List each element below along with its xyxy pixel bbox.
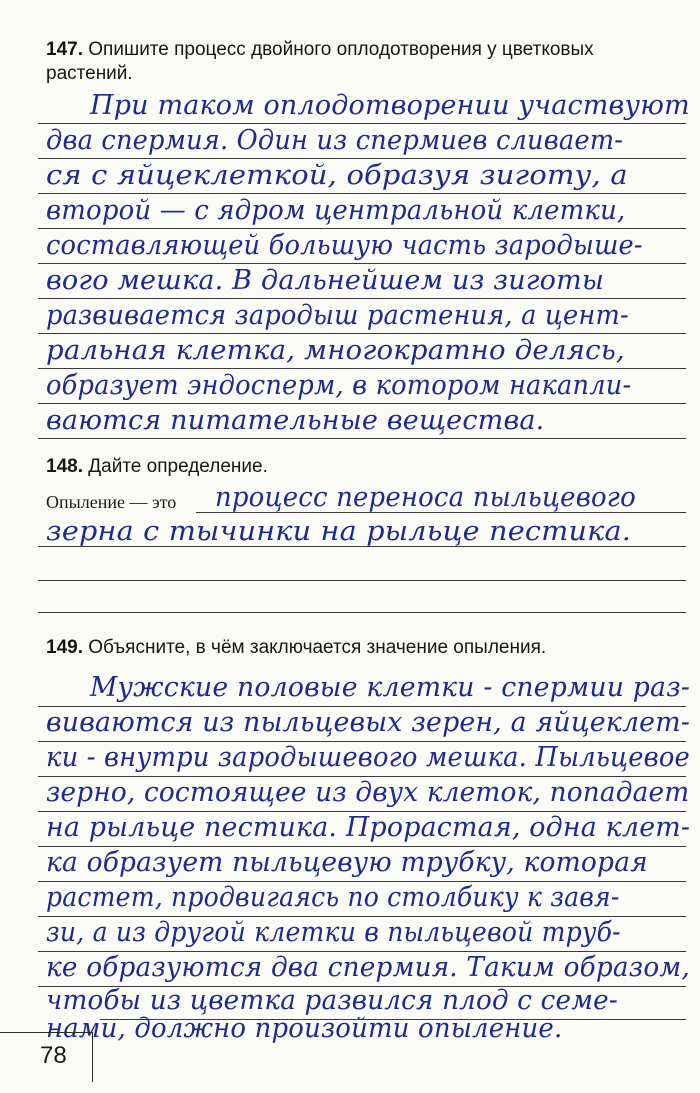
ruled-line	[38, 333, 686, 334]
ruled-line	[38, 123, 686, 124]
task-149-question	[46, 636, 676, 660]
task-147-question	[46, 38, 676, 86]
ruled-line	[38, 438, 686, 439]
answer-147-line: составляющей большую часть зародыше-	[46, 230, 643, 261]
answer-149-line: ка образует пыльцевую трубку, которая	[46, 847, 648, 878]
answer-149-line: растет, продвигаясь по столбику к завя-	[46, 882, 620, 913]
ruled-line	[38, 580, 686, 581]
page-number-frame	[0, 1032, 92, 1033]
task-149-text: Объясните, в чём заключается значение опыления.	[88, 637, 547, 658]
answer-147-line: ваются питательные вещества.	[46, 405, 545, 436]
task-148-text: Дайте определение.	[88, 456, 268, 477]
answer-149-line: ки - внутри зародышевого мешка. Пыльцевое	[46, 742, 690, 773]
ruled-line	[38, 263, 686, 264]
answer-147-line: При таком оплодотворении участвуют	[90, 90, 690, 121]
answer-149-line: на рыльце пестика. Прорастая, одна клет-	[46, 812, 691, 843]
answer-149-line: Мужские половые клетки - спермии раз-	[90, 672, 691, 703]
task-147-text: Опишите процесс двойного оплодотворения у цветковых растений.	[46, 39, 594, 84]
answer-147-line: ральная клетка, многократно делясь,	[46, 335, 625, 366]
ruled-line	[38, 158, 686, 159]
answer-149-line: зи, а из другой клетки в пыльцевой труб-	[46, 917, 621, 948]
answer-147-line: ся с яйцеклеткой, образуя зиготу, а	[46, 160, 628, 191]
answer-147-line: второй — с ядром центральной клетки,	[46, 195, 626, 226]
ruled-line	[38, 228, 686, 229]
answer-148-line: зерна с тычинки на рыльце пестика.	[46, 516, 632, 547]
answer-147-line: образует эндосперм, в котором накапли-	[46, 370, 632, 401]
answer-149-line: чтобы из цветка развился плод с семе-	[46, 985, 618, 1016]
ruled-line	[38, 298, 686, 299]
task-148-question	[46, 455, 676, 479]
ruled-line	[38, 368, 686, 369]
task-147-number: 147.	[46, 39, 83, 60]
answer-148-line: процесс переноса пыльцевого	[215, 482, 636, 513]
answer-147-line: вого мешка. В дальнейшем из зиготы	[46, 265, 605, 296]
answer-149-line: ке образуются два спермия. Таким образом,	[46, 952, 690, 983]
definition-prompt: Опыление — это	[46, 492, 177, 512]
task-149-number: 149.	[46, 637, 83, 658]
ruled-line	[38, 193, 686, 194]
answer-147-line: развивается зародыш растения, а цент-	[46, 300, 629, 331]
ruled-line	[38, 403, 686, 404]
page-number: 78	[40, 1042, 67, 1069]
answer-149-line: зерно, состоящее из двух клеток, попадает	[46, 777, 690, 808]
ruled-line	[38, 612, 686, 613]
answer-149-line: виваются из пыльцевых зерен, а яйцеклет-	[46, 707, 691, 738]
answer-149-line: нами, должно произойти опыление.	[46, 1013, 563, 1044]
page-number-frame	[92, 1032, 93, 1082]
answer-147-line: два спермия. Один из спермиев сливает-	[46, 125, 624, 156]
task-148-number: 148.	[46, 456, 83, 477]
